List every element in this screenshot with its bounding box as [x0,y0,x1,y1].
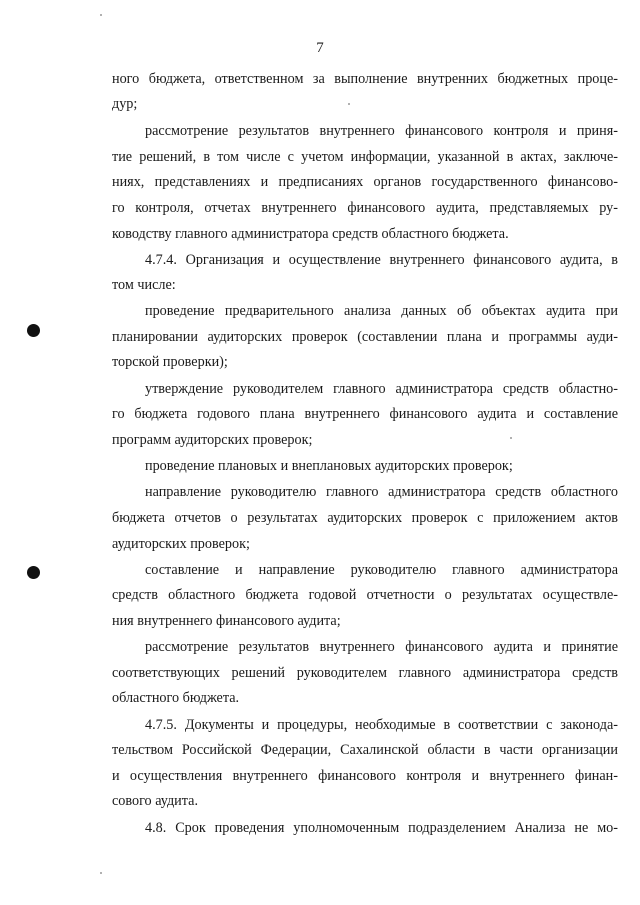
text-line: рассмотрение результатов внутреннего финансового аудита и принятие [145,639,618,655]
text-line: направление руководителю главного администратора средств областного [145,484,618,500]
text-line: проведение плановых и внеплановых аудиторских проверок; [145,458,513,474]
text-line: тие решений, в том числе с учетом информации, указанной в актах, заключе- [112,149,618,165]
text-line: 4.8. Срок проведения уполномоченным подразделением Анализа не мо- [145,820,618,836]
punch-hole-bottom [27,566,40,579]
text-line: составление и направление руководителю главного администратора [145,562,618,578]
text-line: средств областного бюджета годовой отчетности о результатах осуществле- [112,587,618,603]
text-line: том числе: [112,277,176,293]
scan-speck [100,872,102,874]
text-line: сового аудита. [112,793,198,809]
scan-speck [100,14,102,16]
text-line: утверждение руководителем главного администратора средств областно- [145,381,618,397]
text-line: рассмотрение результатов внутреннего финансового контроля и приня- [145,123,618,139]
text-line: ния внутреннего финансового аудита; [112,613,341,629]
text-line: тельством Российской Федерации, Сахалинской области в части организации [112,742,618,758]
text-line: бюджета отчетов о результатах аудиторских проверок с приложением актов [112,510,618,526]
text-line: соответствующих решений руководителем главного администратора средств [112,665,618,681]
text-line: проведение предварительного анализа данных об объектах аудита при [145,303,618,319]
text-line: и осуществления внутреннего финансового контроля и внутреннего финан- [112,768,618,784]
page-number: 7 [316,40,324,56]
text-line: программ аудиторских проверок; [112,432,313,448]
punch-hole-top [27,324,40,337]
scan-speck [348,103,350,105]
text-line: 4.7.4. Организация и осуществление внутреннего финансового аудита, в [145,252,618,268]
text-line: планировании аудиторских проверок (составлении плана и программы ауди- [112,329,618,345]
text-line: ного бюджета, ответственном за выполнение внутренних бюджетных проце- [112,71,618,87]
scan-speck [510,437,512,439]
text-line: ниях, представлениях и предписаниях органов государственного финансово- [112,174,618,190]
text-line: дур; [112,96,138,112]
text-line: торской проверки); [112,354,228,370]
text-line: го бюджета годового плана внутреннего финансового аудита и составление [112,406,618,422]
text-line: 4.7.5. Документы и процедуры, необходимые в соответствии с законода- [145,717,618,733]
text-line: ководству главного администратора средств областного бюджета. [112,226,509,242]
text-line: аудиторских проверок; [112,536,250,552]
text-line: областного бюджета. [112,690,240,706]
text-line: го контроля, отчетах внутреннего финансового аудита, представляемых ру- [112,200,618,216]
